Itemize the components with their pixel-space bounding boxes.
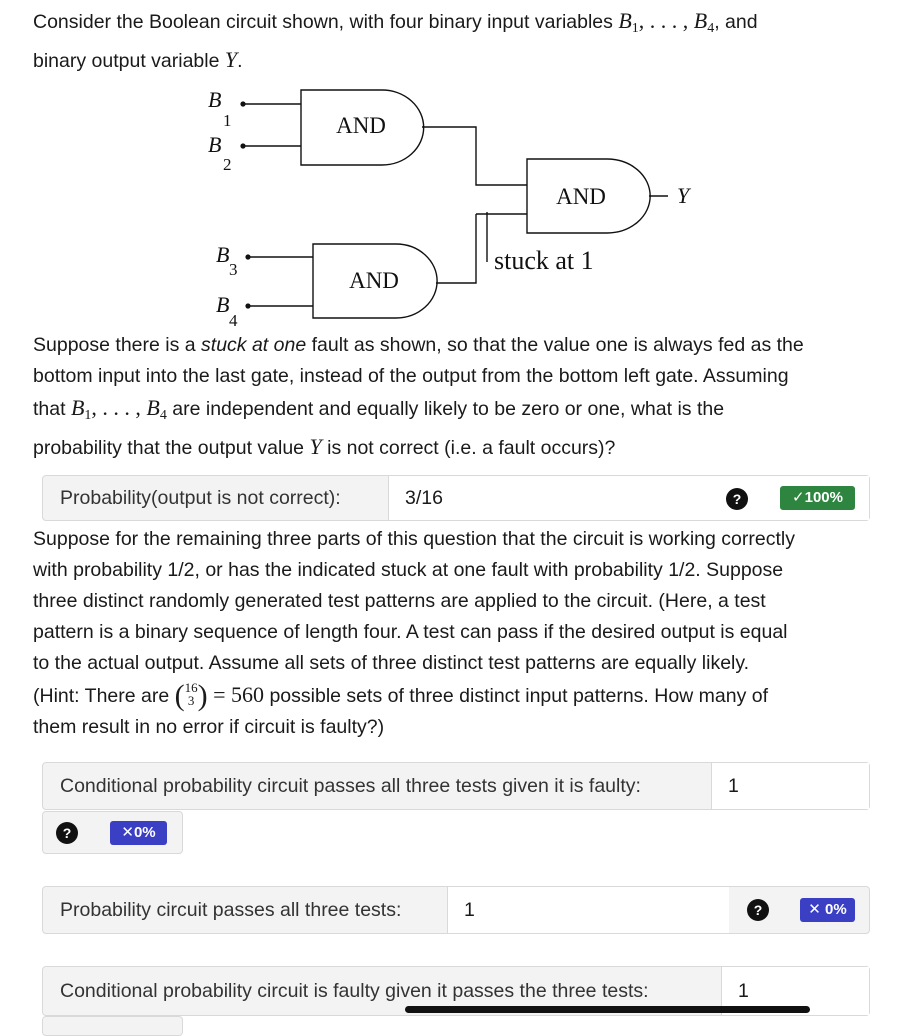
input-b4-letter: B: [216, 292, 230, 317]
input-b2-letter: B: [208, 132, 222, 157]
input-b3-sub: 3: [229, 260, 238, 279]
q3-answer-input[interactable]: [447, 887, 729, 933]
q3-score-badge: ✕ 0%: [800, 898, 855, 922]
input-b4-sub: 4: [229, 311, 238, 330]
q1-answer-row: [42, 475, 870, 521]
input-b1-node: [240, 101, 245, 106]
input-b1-letter: B: [208, 87, 222, 112]
binomial-coefficient: (16 3 ) = 560: [174, 679, 265, 712]
q4-answer-value: 1: [738, 979, 749, 1002]
circuit-diagram: [0, 0, 902, 340]
input-b4-node: [245, 303, 250, 308]
q1-answer-value: 3/16: [405, 486, 443, 509]
and-gate-3-label: AND: [556, 184, 606, 209]
remaining-paragraph: Suppose for the remaining three parts of this question that the circuit is working correctly with probability 1/2, or has the indicated stuck at one fault with probability 1/2. Suppose three distinct randomly generated test patterns are applied to the circuit. (Here, a test pattern is a binary sequence of length four. A test can pass if the desired output is equal to the actual output. Assume all sets of three distinct test patterns are equally likely. (Hint: There are (16 3 ) = 560 possible sets of three distinct input patterns. How many of them result in no error if circuit is faulty?): [33, 528, 795, 738]
input-b2-node: [240, 143, 245, 148]
q3-help-icon[interactable]: ?: [747, 899, 769, 921]
intro-paragraph: Consider the Boolean circuit shown, with four binary input variables $B_1$, . . . , $B_4$, and binary output variable Y.: [33, 8, 758, 72]
input-b2-sub: 2: [223, 155, 232, 174]
q3-answer-value: 1: [464, 898, 475, 921]
and-gate-2-label: AND: [349, 268, 399, 293]
input-b1-sub: 1: [223, 111, 232, 130]
q2-status-row: [42, 811, 183, 854]
q2-label: Conditional probability circuit passes all three tests given it is faulty:: [60, 774, 641, 797]
output-y-label: Y: [677, 183, 690, 208]
q2-answer-row: [42, 762, 870, 810]
q1-score-badge: ✓100%: [780, 486, 855, 510]
input-b3-node: [245, 254, 250, 259]
q2-help-icon[interactable]: ?: [56, 822, 78, 844]
q1-label: Probability(output is not correct):: [60, 486, 341, 509]
fault-description: Suppose there is a stuck at one fault as shown, so that the value one is always fed as the bottom input into the last gate, instead of the output from the bottom left gate. Assuming that $B_1$, . . . , $B_4$ are independent and equally likely to be zero or one, what is the probability that the output value Y is not correct (i.e. a fault occurs)?: [33, 334, 804, 459]
and-gate-1-label: AND: [336, 113, 386, 138]
q1-help-icon[interactable]: ?: [726, 488, 748, 510]
horizontal-scrollbar[interactable]: [405, 1006, 810, 1013]
q3-answer-row: [42, 886, 870, 934]
stuck-at-1-label: stuck at 1: [494, 246, 594, 275]
q3-label: Probability circuit passes all three tests:: [60, 898, 402, 921]
q4-label: Conditional probability circuit is faulty given it passes the three tests:: [60, 979, 649, 1002]
q4-status-row: [42, 1016, 183, 1036]
q2-score-badge: ✕0%: [110, 821, 167, 845]
input-b3-letter: B: [216, 242, 230, 267]
q2-answer-value: 1: [728, 774, 739, 797]
q2-answer-input[interactable]: [711, 763, 869, 809]
